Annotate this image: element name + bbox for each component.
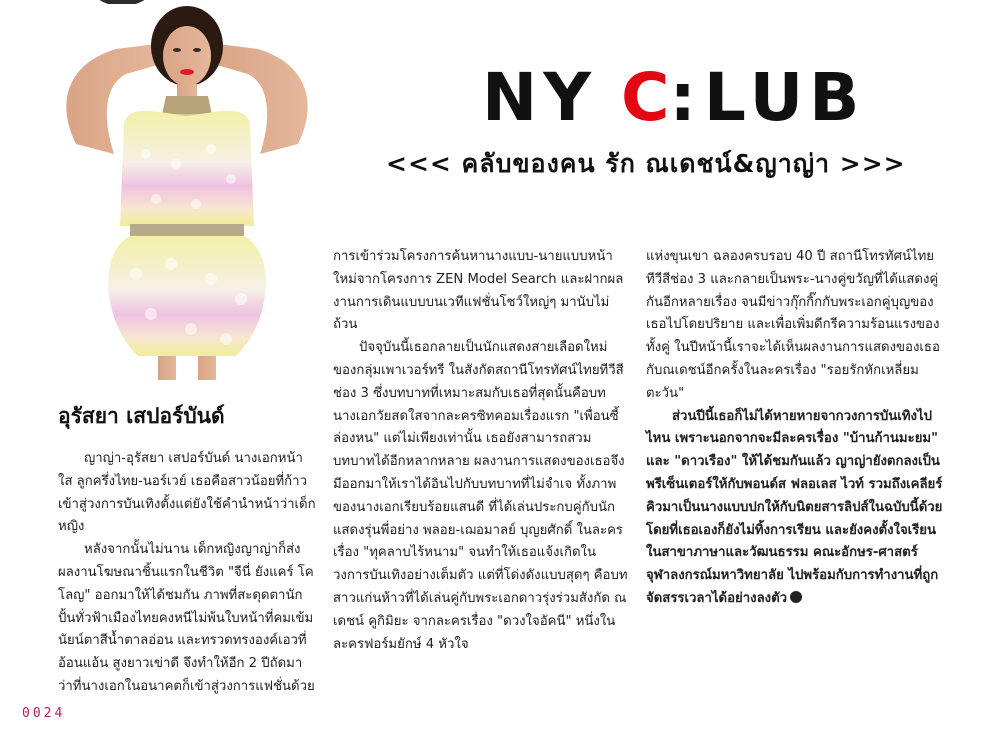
- article-column-3: [646, 246, 946, 611]
- title-colon: :: [669, 59, 702, 136]
- model-photo: [46, 4, 328, 380]
- article-paragraph: การเข้าร่วมโครงการค้นหานางแบบ-นายแบบหน้าใหม่จากโครงการ ZEN Model Search และฝากผลงานการเดินแบบบนเวทีแฟชั่นโชว์ใหญ่ๆ มานับไม่ถ้วน: [333, 249, 624, 333]
- section-title: [430, 59, 930, 136]
- title-lub: LUB: [703, 59, 866, 136]
- title-ny: NY: [482, 59, 598, 136]
- title-c-red: C: [621, 59, 676, 136]
- article-paragraph: ปัจจุบันนี้เธอกลายเป็นนักแสดงสายเลือดใหม่ของกลุ่มเพาเวอร์ทรี ในสังกัดสถานีโทรทัศน์ไทยทีวีสีช่อง 3 ซึ่งบทบาทที่เหมาะสมกับเธอที่สุดนั้นคือบทนางเอกวัยสดใสจากละครซิทคอมเรื่องแรก "เพื่อนซี้ล่องหน" แต่ไม่เพียงเท่านั้น เธอยังสามารถสวมบทบาทได้อีกหลากหลาย ผลงานการแสดงของเธอจึงมีออกมาให้เราได้อินไปกับบทบาทที่ไม่จำเจ ทั้งภาพของนางเอกเรียบร้อยแสนดี ที่ได้เล่นประกบคู่กับนักแสดงรุ่นพี่อย่าง พลอย-เฌอมาลย์ บุญยศักดิ์ ในละครเรื่อง "ทุคลาบไร้หนาม" จนทำให้เธอแจ้งเกิดในวงการบันเทิงอย่างเต็มตัว แต่ที่โด่งดังแบบสุดๆ คือบทสาวแก่นห้าวที่ได้เล่นคู่กับพระเอกดาวรุ่งร่วมสังกัด ณเดชน์ คูกิมิยะ จากละครเรื่อง "ดวงใจอัคนี" หนึ่งในละครฟอร์มยักษ์ 4 หัวใจ: [333, 340, 628, 652]
- article-paragraph: หลังจากนั้นไม่นาน เด็กหญิงญาญ่าก็ส่งผลงานโฆษณาชิ้นแรกในชีวิต "จีนี่ ยังแคร์ โคโลญ" ออกมาให้ได้ชมกัน ภาพที่สะดุดตานักปั้นทั่วฟ้าเมืองไทยคงหนีไม่พ้นใบหน้าที่คมเข้ม นัยน์ตาสีน้ำตาลอ่อน และทรวดทรงองค์เอวที่อ้อนแอ้น สูงยาวเข่าดี จึงทำให้อีก 2 ปีถัดมาว่าที่นางเอกในอนาคตก็เข้าสู่วงการแฟชั่นด้วย: [58, 542, 315, 694]
- profile-name-heading: อุรัสยา เสปอร์บันด์: [58, 404, 225, 428]
- article-column-1: [58, 448, 316, 699]
- article-end-icon: [790, 591, 802, 603]
- article-paragraph-bold: ส่วนปีนี้เธอก็ไม่ได้หายหายจากวงการบันเทิงไปไหน เพราะนอกจากจะมีละครเรื่อง "บ้านก้านมะยม" และ "ดาวเรือง" ให้ได้ชมกันแล้ว ญาญ่ายังตกลงเป็นพรีเซ็นเตอร์ให้กับพอนด์ส ฟลอเลส ไวท์ รวมถึงเคลียร์ คิวมาเป็นนางแบบปกให้กับนิตยสารลิปส์ในฉบับนี้ด้วย โดยที่เธอเองก็ยังไม่ทิ้งการเรียน และยังคงตั้งใจเรียนในสาขาภาษาและวัฒนธรรม คณะอักษร-ศาสตร์ จุฬาลงกรณ์มหาวิทยาลัย ไปพร้อมกับการทำงานที่ถูกจัดสรรเวลาได้อย่างลงตัว: [646, 408, 943, 606]
- page-number: 0024: [22, 706, 66, 721]
- article-column-2: [333, 246, 629, 656]
- article-paragraph: ญาญ่า-อุรัสยา เสปอร์บันด์ นางเอกหน้าใส ลูกครึ่งไทย-นอร์เวย์ เธอคือสาวน้อยที่ก้าวเข้าสู่วงการบันเทิงตั้งแต่ยังใช้คำนำหน้าว่าเด็กหญิง: [58, 451, 316, 535]
- article-paragraph: แห่งขุนเขา ฉลองครบรอบ 40 ปี สถานีโทรทัศน์ไทยทีวีสีช่อง 3 และกลายเป็นพระ-นางคู่ขวัญที่ได้แสดงคู่กันอีกหลายเรื่อง จนมีข่าวกุ๊กกิ๊กกับพระเอกคู่บุญของเธอไปโดยปริยาย และเพื่อเพิ่มดีกรีความร้อนแรงของทั้งคู่ ในปีหน้านี้เราจะได้เห็นผลงานการแสดงของเธอกับณเดชน์อีกครั้งในละครเรื่อง "รอยรักหักเหลี่ยมตะวัน": [646, 249, 940, 401]
- section-subtitle: <<< คลับของคน รัก ณเดชน์&ญาญ่า >>>: [386, 149, 906, 178]
